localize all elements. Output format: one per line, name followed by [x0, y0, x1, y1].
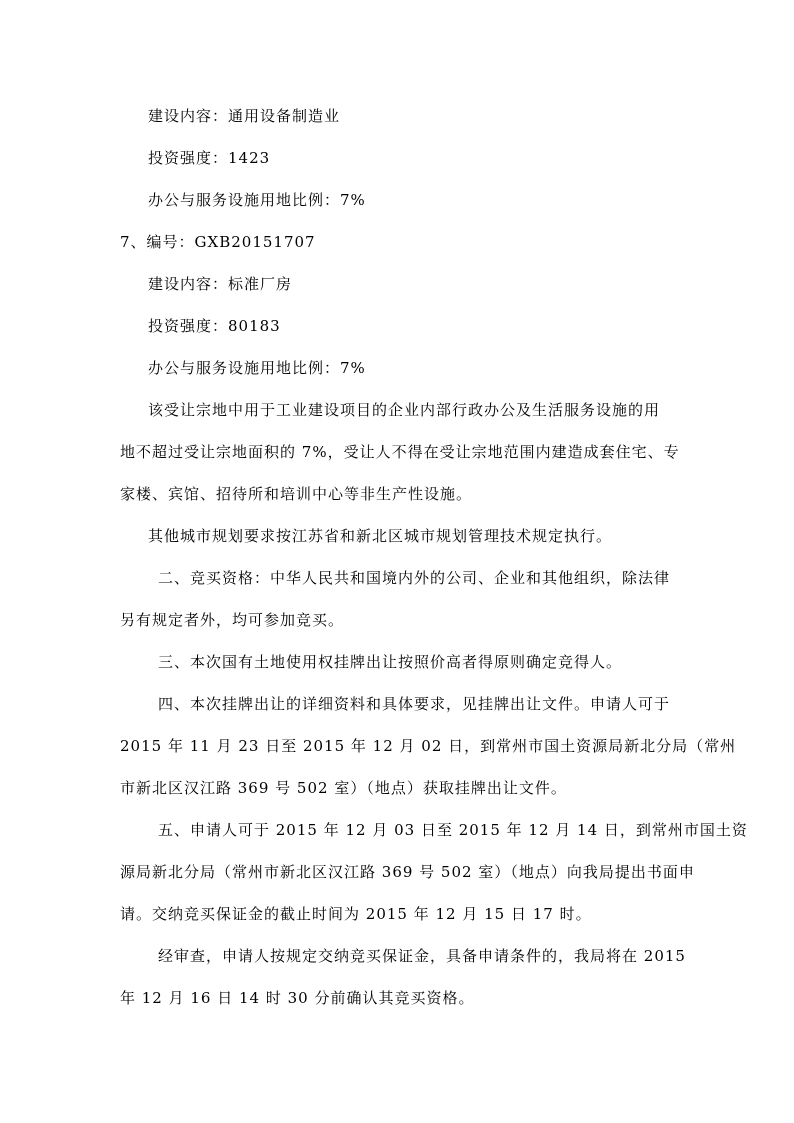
- paragraph-land-use-line3: 家楼、宾馆、招待所和培训中心等非生产性设施。: [120, 485, 473, 503]
- paragraph-review-line2: 年 12 月 16 日 14 时 30 分前确认其竞买资格。: [120, 989, 475, 1007]
- paragraph-land-use-line1: 该受让宗地中用于工业建设项目的企业内部行政办公及生活服务设施的用: [148, 401, 661, 419]
- section-five-line2: 源局新北分局（常州市新北区汉江路 369 号 502 室）（地点）向我局提出书面申: [120, 863, 695, 881]
- paragraph-planning: 其他城市规划要求按江苏省和新北区城市规划管理技术规定执行。: [148, 527, 613, 545]
- item6-investment-intensity: 投资强度：1423: [148, 149, 271, 167]
- item6-construction-content: 建设内容：通用设备制造业: [148, 107, 341, 125]
- section-five-line3: 请。交纳竞买保证金的截止时间为 2015 年 12 月 15 日 17 时。: [120, 905, 592, 923]
- item7-number: 7、编号：GXB20151707: [120, 233, 316, 251]
- item6-office-ratio: 办公与服务设施用地比例：7%: [148, 191, 366, 209]
- section-four-line3: 市新北区汉江路 369 号 502 室）（地点）获取挂牌出让文件。: [120, 779, 567, 797]
- item7-office-ratio: 办公与服务设施用地比例：7%: [148, 359, 366, 377]
- section-four-line2: 2015 年 11 月 23 日至 2015 年 12 月 02 日，到常州市国土资源局新北分局（常州: [120, 737, 737, 755]
- section-two-line1: 二、竞买资格：中华人民共和国境内外的公司、企业和其他组织，除法律: [158, 569, 671, 587]
- section-five-line1: 五、申请人可于 2015 年 12 月 03 日至 2015 年 12 月 14 日，到常州市国土资: [158, 821, 748, 839]
- section-three: 三、本次国有土地使用权挂牌出让按照价高者得原则确定竞得人。: [158, 653, 623, 671]
- item7-investment-intensity: 投资强度：80183: [148, 317, 281, 335]
- section-two-line2: 另有规定者外，均可参加竞买。: [120, 611, 345, 629]
- item7-construction-content: 建设内容：标准厂房: [148, 275, 293, 293]
- section-four-line1: 四、本次挂牌出让的详细资料和具体要求，见挂牌出让文件。申请人可于: [158, 695, 671, 713]
- paragraph-review-line1: 经审查，申请人按规定交纳竞买保证金，具备申请条件的，我局将在 2015: [158, 947, 686, 965]
- paragraph-land-use-line2: 地不超过受让宗地面积的 7%，受让人不得在受让宗地范围内建造成套住宅、专: [120, 443, 680, 461]
